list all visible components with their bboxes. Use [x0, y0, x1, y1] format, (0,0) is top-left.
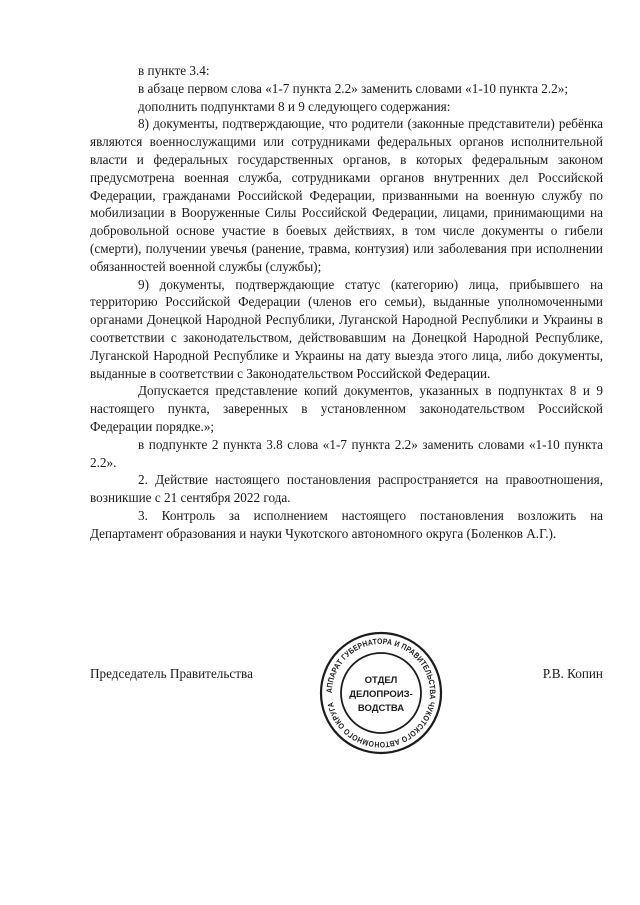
stamp-center-line-2: ДЕЛОПРОИЗ-: [349, 689, 413, 700]
paragraph-9: 3. Контроль за исполнением настоящего постановления возложить на Департамент образования и науки Чукотского автономного округа (Боленков А.Г.).: [90, 507, 603, 541]
stamp-ring-text: АППАРАТ ГУБЕРНАТОРА И ПРАВИТЕЛЬСТВА ЧУКОТСКОГО АВТОНОМНОГО ОКРУГА: [324, 636, 438, 750]
paragraph-4: 8) документы, подтверждающие, что родители (законные представители) ребёнка являются военнослужащими или сотрудниками федеральных органов исполнительной власти и федеральных государственных органов, в которых федеральным законом предусмотрена военная служба, сотрудниками органов внутренних дел Российской Федерации, гражданами Российской Федерации, призванными на военную службу по мобилизации в Вооруженные Силы Российской Федерации, лицами, принимающими на добровольной основе участие в боевых действиях, в том числе документы о гибели (смерти), получении увечья (ранение, травма, контузия) или заболевания при исполнении обязанностей военной службы (службы);: [90, 116, 603, 274]
paragraph-6: Допускается представление копий документов, указанных в подпунктах 8 и 9 настоящего пункта, заверенных в установленном законодательством Российской Федерации порядке.»;: [90, 383, 603, 434]
official-stamp: [316, 628, 446, 758]
stamp-center-line-1: ОТДЕЛ: [364, 675, 398, 686]
signer-name: Р.В. Копин: [542, 666, 603, 681]
paragraph-3: дополнить подпунктами 8 и 9 следующего содержания:: [138, 98, 451, 114]
signer-title: Председатель Правительства: [90, 666, 253, 681]
paragraph-2: в абзаце первом слова «1-7 пункта 2.2» заменить словами «1-10 пункта 2.2»;: [138, 80, 568, 96]
paragraph-5: 9) документы, подтверждающие статус (категорию) лица, прибывшего на территорию Российской Федерации (членов его семьи), выданные уполномоченными органами Донецкой Народной Республики, Луганской Народной Республики и Украины в соответствии с законодательством, действовавшим на Донецкой Народной Республике, Луганской Народной Республике и Украины на дату выезда этого лица, либо документы, выданные в соответствии с Законодательством Российской Федерации.: [90, 276, 603, 381]
paragraph-1: в пункте 3.4:: [138, 63, 210, 78]
stamp-center-line-3: ВОДСТВА: [357, 703, 405, 714]
document-body: [90, 62, 603, 543]
paragraph-7: в подпункте 2 пункта 3.8 слова «1-7 пункта 2.2» заменить словами «1-10 пункта 2.2».: [90, 436, 603, 470]
stamp-graphic: [316, 628, 446, 758]
paragraph-8: 2. Действие настоящего постановления распространяется на правоотношения, возникшие с 21 сентября 2022 года.: [90, 472, 603, 506]
